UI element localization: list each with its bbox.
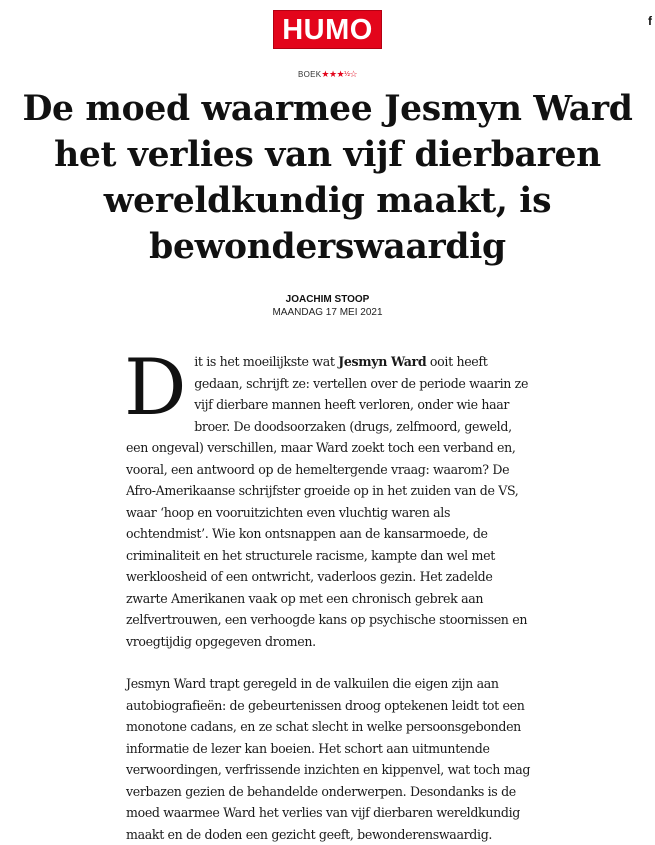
dropcap: D [124,343,187,433]
half-star-fraction: ½ [344,71,350,78]
author-name[interactable]: JOACHIM STOOP [285,294,370,305]
rating-line [0,68,655,81]
category-label: BOEK [297,70,322,79]
author-subject-name: Jesmyn Ward [338,354,427,369]
paragraph-1-rest: ooit heeft gedaan, schrijft ze: vertellen over de periode waarin ze vijf dierbare mannen heeft verloren, onder wie haar broer. De doodsoorzaken (drugs, zelfmoord, geweld, een ongeval) verschillen, maar Ward zoekt toch een verband en, vooral, een antwoord op de hemeltergende vraag: waarom? De Afro-Amerikaanse schrijfster groeide op in het zuiden van de VS, waar ‘hoop en vooruitzichten even vluchtig waren als ochtendmist’. Wie kon ontsnappen aan de kansarmoede, de criminaliteit en het structurele racisme, kampte dan wel met werkloosheid of een ontwricht, vaderloos gezin. Het zadelde zwarte Amerikanen vaak op met een chronisch gebrek aan zelfvertrouwen, een verhoogde kans op psychische stoornissen en vroegtijdig opgegeven dromen. [126,354,529,649]
star-rating [321,69,357,79]
empty-star-icon: ☆ [349,69,358,79]
article-body [124,343,536,845]
article-paragraph-1 [124,343,536,652]
logo-container [0,10,655,49]
article-paragraph-2: Jesmyn Ward trapt geregeld in de valkuilen die eigen zijn aan autobiografieën: de gebeurtenissen droog optekenen leidt tot een monotone cadans, en ze schat slecht in welke persoonsgebonden informatie de lezer kan boeien. Het schort aan uitmuntende verwoordingen, verfrissende inzichten en kippenvel, wat toch mag verbazen gezien de behandelde onderwerpen. Desondanks is de moed waarmee Ward het verlies van vijf dierbaren wereldkundig maakt en de doden een gezicht geeft, bewonderenswaardig. [126,676,531,842]
facebook-icon[interactable]: f [648,14,652,28]
article-title: De moed waarmee Jesmyn Ward het verlies van vijf dierbaren wereldkundig maakt, is bewonderswaardig [22,89,633,267]
publication-date: MAANDAG 17 MEI 2021 [272,307,383,318]
full-stars-icon: ★★★ [321,69,345,79]
humo-logo[interactable]: HUMO [273,10,382,49]
paragraph-1-lead: it is het moeilijkste wat [194,354,339,369]
